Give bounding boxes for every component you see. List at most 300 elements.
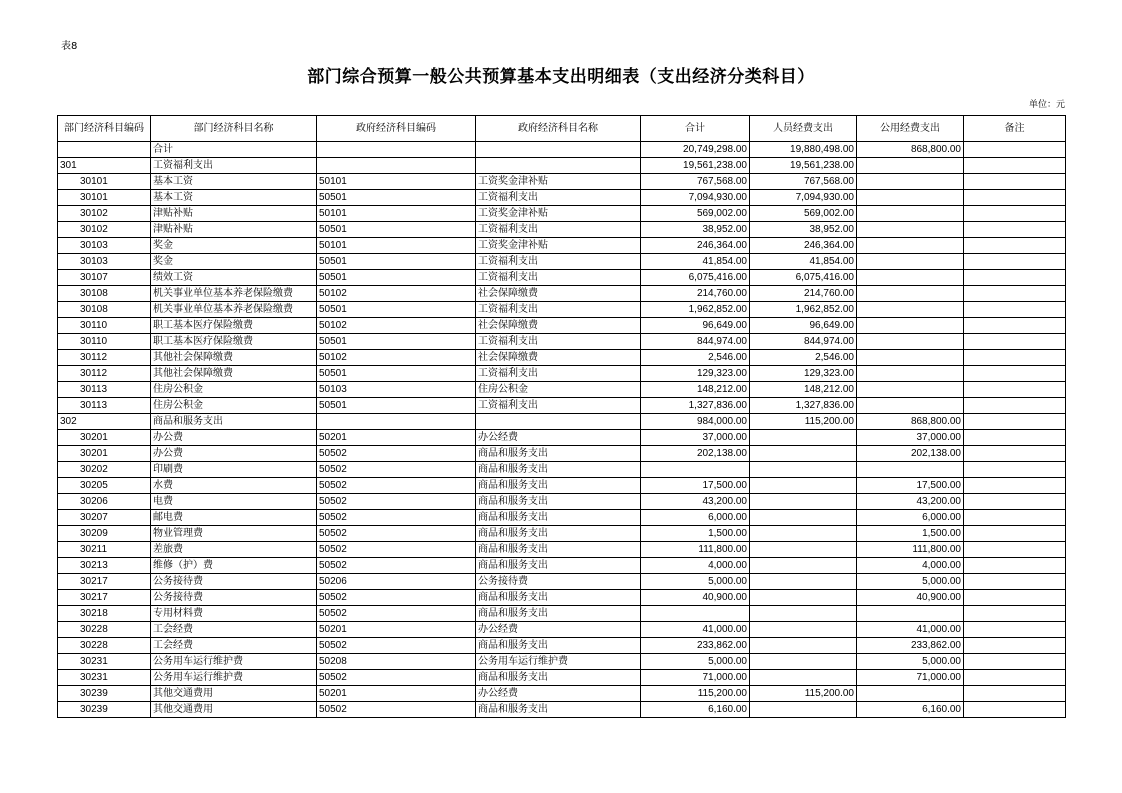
cell-gov-name: 工资福利支出 <box>476 222 641 238</box>
cell-personnel: 19,880,498.00 <box>750 142 857 158</box>
cell-dept-name: 印刷费 <box>151 462 317 478</box>
cell-gov-code <box>317 142 476 158</box>
cell-gov-name: 社会保障缴费 <box>476 318 641 334</box>
cell-note <box>964 686 1066 702</box>
table-row <box>58 414 1066 430</box>
table-row <box>58 238 1066 254</box>
cell-dept-code: 30217 <box>58 574 151 590</box>
cell-dept-code: 30228 <box>58 638 151 654</box>
cell-gov-code: 50501 <box>317 254 476 270</box>
cell-personnel: 1,327,836.00 <box>750 398 857 414</box>
cell-dept-name: 职工基本医疗保险缴费 <box>151 318 317 334</box>
table-row <box>58 510 1066 526</box>
cell-public: 4,000.00 <box>857 558 964 574</box>
cell-personnel: 7,094,930.00 <box>750 190 857 206</box>
cell-gov-name: 社会保障缴费 <box>476 350 641 366</box>
cell-dept-code: 30218 <box>58 606 151 622</box>
cell-gov-code: 50501 <box>317 222 476 238</box>
cell-total: 767,568.00 <box>641 174 750 190</box>
cell-public <box>857 686 964 702</box>
table-row <box>58 334 1066 350</box>
cell-gov-name: 商品和服务支出 <box>476 590 641 606</box>
cell-dept-code: 30102 <box>58 222 151 238</box>
cell-personnel <box>750 462 857 478</box>
cell-public: 17,500.00 <box>857 478 964 494</box>
cell-dept-name: 奖金 <box>151 238 317 254</box>
budget-detail-table <box>57 115 1066 718</box>
cell-dept-name: 奖金 <box>151 254 317 270</box>
cell-gov-name: 办公经费 <box>476 430 641 446</box>
cell-gov-code: 50502 <box>317 462 476 478</box>
cell-total: 41,854.00 <box>641 254 750 270</box>
cell-note <box>964 494 1066 510</box>
cell-gov-name: 工资福利支出 <box>476 302 641 318</box>
cell-gov-code: 50102 <box>317 318 476 334</box>
cell-total: 844,974.00 <box>641 334 750 350</box>
cell-gov-name: 商品和服务支出 <box>476 478 641 494</box>
table-row <box>58 366 1066 382</box>
cell-gov-name: 工资福利支出 <box>476 366 641 382</box>
cell-note <box>964 206 1066 222</box>
cell-gov-code: 50201 <box>317 686 476 702</box>
table-row <box>58 478 1066 494</box>
cell-personnel: 6,075,416.00 <box>750 270 857 286</box>
table-row <box>58 494 1066 510</box>
cell-public: 5,000.00 <box>857 654 964 670</box>
cell-public: 40,900.00 <box>857 590 964 606</box>
cell-gov-name <box>476 414 641 430</box>
cell-personnel <box>750 622 857 638</box>
cell-note <box>964 238 1066 254</box>
cell-note <box>964 702 1066 718</box>
cell-public <box>857 606 964 622</box>
cell-public <box>857 382 964 398</box>
cell-personnel <box>750 574 857 590</box>
cell-dept-name: 办公费 <box>151 446 317 462</box>
table-row <box>58 542 1066 558</box>
table-row <box>58 702 1066 718</box>
cell-gov-name: 商品和服务支出 <box>476 494 641 510</box>
cell-dept-name: 水费 <box>151 478 317 494</box>
cell-dept-name: 职工基本医疗保险缴费 <box>151 334 317 350</box>
table-row <box>58 158 1066 174</box>
cell-public <box>857 286 964 302</box>
cell-dept-code: 30213 <box>58 558 151 574</box>
cell-dept-code: 30101 <box>58 190 151 206</box>
table-row <box>58 590 1066 606</box>
cell-personnel: 38,952.00 <box>750 222 857 238</box>
cell-note <box>964 558 1066 574</box>
cell-gov-code: 50502 <box>317 558 476 574</box>
cell-dept-name: 住房公积金 <box>151 398 317 414</box>
cell-public <box>857 366 964 382</box>
cell-gov-name: 工资福利支出 <box>476 334 641 350</box>
cell-total: 1,327,836.00 <box>641 398 750 414</box>
table-row <box>58 670 1066 686</box>
cell-dept-code: 30101 <box>58 174 151 190</box>
cell-dept-code: 30108 <box>58 286 151 302</box>
cell-personnel: 148,212.00 <box>750 382 857 398</box>
cell-total: 6,075,416.00 <box>641 270 750 286</box>
cell-gov-code: 50103 <box>317 382 476 398</box>
cell-public: 6,000.00 <box>857 510 964 526</box>
cell-gov-code: 50206 <box>317 574 476 590</box>
cell-dept-name: 邮电费 <box>151 510 317 526</box>
cell-personnel <box>750 638 857 654</box>
cell-dept-name: 其他社会保障缴费 <box>151 366 317 382</box>
cell-personnel <box>750 702 857 718</box>
cell-gov-name: 商品和服务支出 <box>476 702 641 718</box>
cell-dept-code: 30103 <box>58 254 151 270</box>
cell-gov-code: 50501 <box>317 366 476 382</box>
cell-gov-code <box>317 414 476 430</box>
cell-public <box>857 190 964 206</box>
cell-dept-name: 其他交通费用 <box>151 702 317 718</box>
cell-gov-code <box>317 158 476 174</box>
cell-personnel: 96,649.00 <box>750 318 857 334</box>
table-row <box>58 526 1066 542</box>
cell-note <box>964 222 1066 238</box>
cell-total: 984,000.00 <box>641 414 750 430</box>
cell-gov-code: 50501 <box>317 270 476 286</box>
cell-public: 868,800.00 <box>857 414 964 430</box>
cell-personnel <box>750 430 857 446</box>
cell-note <box>964 158 1066 174</box>
cell-total: 214,760.00 <box>641 286 750 302</box>
table-body <box>58 142 1066 718</box>
cell-personnel <box>750 510 857 526</box>
cell-total: 6,160.00 <box>641 702 750 718</box>
cell-total: 17,500.00 <box>641 478 750 494</box>
cell-gov-name: 工资福利支出 <box>476 398 641 414</box>
cell-personnel <box>750 542 857 558</box>
cell-dept-code: 30201 <box>58 430 151 446</box>
cell-public: 1,500.00 <box>857 526 964 542</box>
cell-personnel: 2,546.00 <box>750 350 857 366</box>
cell-note <box>964 590 1066 606</box>
cell-personnel: 844,974.00 <box>750 334 857 350</box>
cell-dept-code: 30206 <box>58 494 151 510</box>
cell-gov-code: 50102 <box>317 286 476 302</box>
table-row <box>58 686 1066 702</box>
table-row <box>58 174 1066 190</box>
cell-total <box>641 606 750 622</box>
cell-dept-name: 基本工资 <box>151 174 317 190</box>
cell-public: 111,800.00 <box>857 542 964 558</box>
cell-total: 71,000.00 <box>641 670 750 686</box>
cell-dept-name: 津贴补贴 <box>151 222 317 238</box>
cell-note <box>964 174 1066 190</box>
table-row <box>58 382 1066 398</box>
cell-dept-name: 维修（护）费 <box>151 558 317 574</box>
cell-total: 96,649.00 <box>641 318 750 334</box>
cell-dept-code: 30211 <box>58 542 151 558</box>
cell-gov-name: 公务用车运行维护费 <box>476 654 641 670</box>
cell-dept-code: 30228 <box>58 622 151 638</box>
cell-gov-name: 办公经费 <box>476 686 641 702</box>
cell-dept-code: 30202 <box>58 462 151 478</box>
cell-personnel: 246,364.00 <box>750 238 857 254</box>
cell-dept-name: 机关事业单位基本养老保险缴费 <box>151 286 317 302</box>
cell-gov-code: 50502 <box>317 494 476 510</box>
cell-personnel: 19,561,238.00 <box>750 158 857 174</box>
cell-total: 6,000.00 <box>641 510 750 526</box>
cell-gov-code: 50501 <box>317 190 476 206</box>
cell-note <box>964 670 1066 686</box>
cell-gov-code: 50502 <box>317 638 476 654</box>
col-header-gov-code: 政府经济科目编码 <box>317 116 476 142</box>
cell-gov-name: 工资奖金津补贴 <box>476 238 641 254</box>
cell-dept-code: 30239 <box>58 686 151 702</box>
table-row <box>58 574 1066 590</box>
cell-note <box>964 574 1066 590</box>
table-row <box>58 254 1066 270</box>
cell-total: 1,962,852.00 <box>641 302 750 318</box>
cell-total <box>641 462 750 478</box>
col-header-total: 合计 <box>641 116 750 142</box>
cell-gov-name: 商品和服务支出 <box>476 638 641 654</box>
table-row <box>58 350 1066 366</box>
cell-note <box>964 318 1066 334</box>
cell-total: 4,000.00 <box>641 558 750 574</box>
cell-note <box>964 302 1066 318</box>
cell-note <box>964 350 1066 366</box>
cell-gov-name: 商品和服务支出 <box>476 670 641 686</box>
table-row <box>58 190 1066 206</box>
cell-personnel <box>750 590 857 606</box>
cell-dept-code: 30113 <box>58 398 151 414</box>
col-header-note: 备注 <box>964 116 1066 142</box>
cell-gov-name: 公务接待费 <box>476 574 641 590</box>
cell-gov-code: 50502 <box>317 702 476 718</box>
cell-personnel <box>750 478 857 494</box>
table-row <box>58 638 1066 654</box>
cell-public <box>857 334 964 350</box>
cell-public: 233,862.00 <box>857 638 964 654</box>
cell-total: 38,952.00 <box>641 222 750 238</box>
cell-dept-code: 301 <box>58 158 151 174</box>
cell-dept-name: 工资福利支出 <box>151 158 317 174</box>
cell-gov-code: 50101 <box>317 206 476 222</box>
col-header-public: 公用经费支出 <box>857 116 964 142</box>
cell-gov-code: 50502 <box>317 606 476 622</box>
cell-note <box>964 254 1066 270</box>
cell-public <box>857 270 964 286</box>
cell-dept-code: 30113 <box>58 382 151 398</box>
cell-public: 37,000.00 <box>857 430 964 446</box>
cell-total: 202,138.00 <box>641 446 750 462</box>
cell-dept-code: 30239 <box>58 702 151 718</box>
cell-note <box>964 366 1066 382</box>
cell-dept-name: 住房公积金 <box>151 382 317 398</box>
cell-gov-name: 商品和服务支出 <box>476 558 641 574</box>
cell-personnel <box>750 558 857 574</box>
cell-dept-name: 公务用车运行维护费 <box>151 670 317 686</box>
cell-personnel: 1,962,852.00 <box>750 302 857 318</box>
cell-note <box>964 286 1066 302</box>
cell-total: 37,000.00 <box>641 430 750 446</box>
cell-gov-code: 50101 <box>317 238 476 254</box>
cell-note <box>964 142 1066 158</box>
cell-public: 43,200.00 <box>857 494 964 510</box>
cell-dept-name: 办公费 <box>151 430 317 446</box>
cell-public <box>857 206 964 222</box>
cell-dept-name: 其他交通费用 <box>151 686 317 702</box>
cell-personnel: 115,200.00 <box>750 686 857 702</box>
cell-gov-name <box>476 158 641 174</box>
table-row <box>58 654 1066 670</box>
page-title: 部门综合预算一般公共预算基本支出明细表（支出经济分类科目） <box>307 67 815 87</box>
cell-personnel: 129,323.00 <box>750 366 857 382</box>
cell-dept-code: 30110 <box>58 318 151 334</box>
cell-total: 1,500.00 <box>641 526 750 542</box>
cell-gov-code: 50501 <box>317 398 476 414</box>
cell-total: 20,749,298.00 <box>641 142 750 158</box>
cell-total: 246,364.00 <box>641 238 750 254</box>
cell-total: 19,561,238.00 <box>641 158 750 174</box>
col-header-gov-name: 政府经济科目名称 <box>476 116 641 142</box>
cell-total: 5,000.00 <box>641 654 750 670</box>
cell-gov-name: 商品和服务支出 <box>476 462 641 478</box>
cell-gov-name <box>476 142 641 158</box>
cell-note <box>964 382 1066 398</box>
cell-note <box>964 526 1066 542</box>
table-row <box>58 318 1066 334</box>
col-header-dept-name: 部门经济科目名称 <box>151 116 317 142</box>
cell-dept-code: 302 <box>58 414 151 430</box>
cell-public <box>857 254 964 270</box>
cell-dept-code: 30103 <box>58 238 151 254</box>
table-row <box>58 606 1066 622</box>
cell-gov-name: 工资福利支出 <box>476 270 641 286</box>
cell-personnel <box>750 670 857 686</box>
cell-dept-code: 30102 <box>58 206 151 222</box>
table-row <box>58 222 1066 238</box>
cell-note <box>964 510 1066 526</box>
cell-public: 41,000.00 <box>857 622 964 638</box>
cell-public: 71,000.00 <box>857 670 964 686</box>
cell-gov-name: 商品和服务支出 <box>476 606 641 622</box>
cell-public: 202,138.00 <box>857 446 964 462</box>
cell-gov-name: 商品和服务支出 <box>476 510 641 526</box>
cell-personnel: 569,002.00 <box>750 206 857 222</box>
col-header-dept-code: 部门经济科目编码 <box>58 116 151 142</box>
cell-dept-name: 机关事业单位基本养老保险缴费 <box>151 302 317 318</box>
cell-dept-code <box>58 142 151 158</box>
cell-personnel: 214,760.00 <box>750 286 857 302</box>
cell-dept-code: 30112 <box>58 350 151 366</box>
cell-note <box>964 270 1066 286</box>
cell-dept-name: 商品和服务支出 <box>151 414 317 430</box>
cell-total: 233,862.00 <box>641 638 750 654</box>
cell-public <box>857 174 964 190</box>
cell-gov-code: 50502 <box>317 510 476 526</box>
cell-total: 129,323.00 <box>641 366 750 382</box>
cell-total: 7,094,930.00 <box>641 190 750 206</box>
cell-dept-name: 工会经费 <box>151 638 317 654</box>
table-number-label: 表8 <box>61 41 78 52</box>
cell-total: 5,000.00 <box>641 574 750 590</box>
cell-dept-name: 专用材料费 <box>151 606 317 622</box>
col-header-personnel: 人员经费支出 <box>750 116 857 142</box>
cell-gov-code: 50502 <box>317 478 476 494</box>
table-row <box>58 446 1066 462</box>
cell-gov-name: 办公经费 <box>476 622 641 638</box>
cell-public <box>857 350 964 366</box>
cell-gov-name: 住房公积金 <box>476 382 641 398</box>
cell-dept-name: 公务接待费 <box>151 590 317 606</box>
cell-gov-name: 工资奖金津补贴 <box>476 174 641 190</box>
cell-gov-code: 50501 <box>317 302 476 318</box>
table-row <box>58 558 1066 574</box>
cell-dept-name: 合计 <box>151 142 317 158</box>
cell-public <box>857 398 964 414</box>
cell-note <box>964 542 1066 558</box>
cell-gov-code: 50501 <box>317 334 476 350</box>
cell-gov-code: 50502 <box>317 542 476 558</box>
cell-total: 41,000.00 <box>641 622 750 638</box>
cell-dept-code: 30209 <box>58 526 151 542</box>
cell-dept-code: 30112 <box>58 366 151 382</box>
cell-note <box>964 638 1066 654</box>
cell-public: 868,800.00 <box>857 142 964 158</box>
cell-public <box>857 462 964 478</box>
cell-dept-name: 物业管理费 <box>151 526 317 542</box>
cell-note <box>964 414 1066 430</box>
cell-gov-name: 工资福利支出 <box>476 254 641 270</box>
cell-personnel <box>750 446 857 462</box>
table-row <box>58 270 1066 286</box>
cell-dept-code: 30207 <box>58 510 151 526</box>
table-row <box>58 430 1066 446</box>
cell-total: 2,546.00 <box>641 350 750 366</box>
cell-gov-code: 50502 <box>317 590 476 606</box>
cell-note <box>964 446 1066 462</box>
cell-personnel: 115,200.00 <box>750 414 857 430</box>
cell-dept-code: 30231 <box>58 654 151 670</box>
cell-note <box>964 654 1066 670</box>
cell-gov-name: 商品和服务支出 <box>476 446 641 462</box>
unit-label: 单位：元 <box>1028 100 1065 110</box>
table-row <box>58 286 1066 302</box>
cell-dept-name: 津贴补贴 <box>151 206 317 222</box>
table-row <box>58 302 1066 318</box>
cell-public: 6,160.00 <box>857 702 964 718</box>
cell-gov-name: 商品和服务支出 <box>476 526 641 542</box>
cell-note <box>964 190 1066 206</box>
cell-total: 148,212.00 <box>641 382 750 398</box>
cell-personnel <box>750 494 857 510</box>
cell-total: 569,002.00 <box>641 206 750 222</box>
cell-gov-name: 商品和服务支出 <box>476 542 641 558</box>
cell-personnel <box>750 606 857 622</box>
table-row <box>58 398 1066 414</box>
table-row <box>58 622 1066 638</box>
cell-public <box>857 222 964 238</box>
cell-note <box>964 462 1066 478</box>
cell-dept-name: 绩效工资 <box>151 270 317 286</box>
cell-note <box>964 622 1066 638</box>
cell-gov-code: 50502 <box>317 526 476 542</box>
cell-dept-code: 30205 <box>58 478 151 494</box>
cell-dept-code: 30110 <box>58 334 151 350</box>
cell-dept-code: 30108 <box>58 302 151 318</box>
cell-dept-name: 差旅费 <box>151 542 317 558</box>
cell-gov-name: 工资福利支出 <box>476 190 641 206</box>
cell-gov-code: 50102 <box>317 350 476 366</box>
cell-gov-code: 50208 <box>317 654 476 670</box>
cell-total: 115,200.00 <box>641 686 750 702</box>
